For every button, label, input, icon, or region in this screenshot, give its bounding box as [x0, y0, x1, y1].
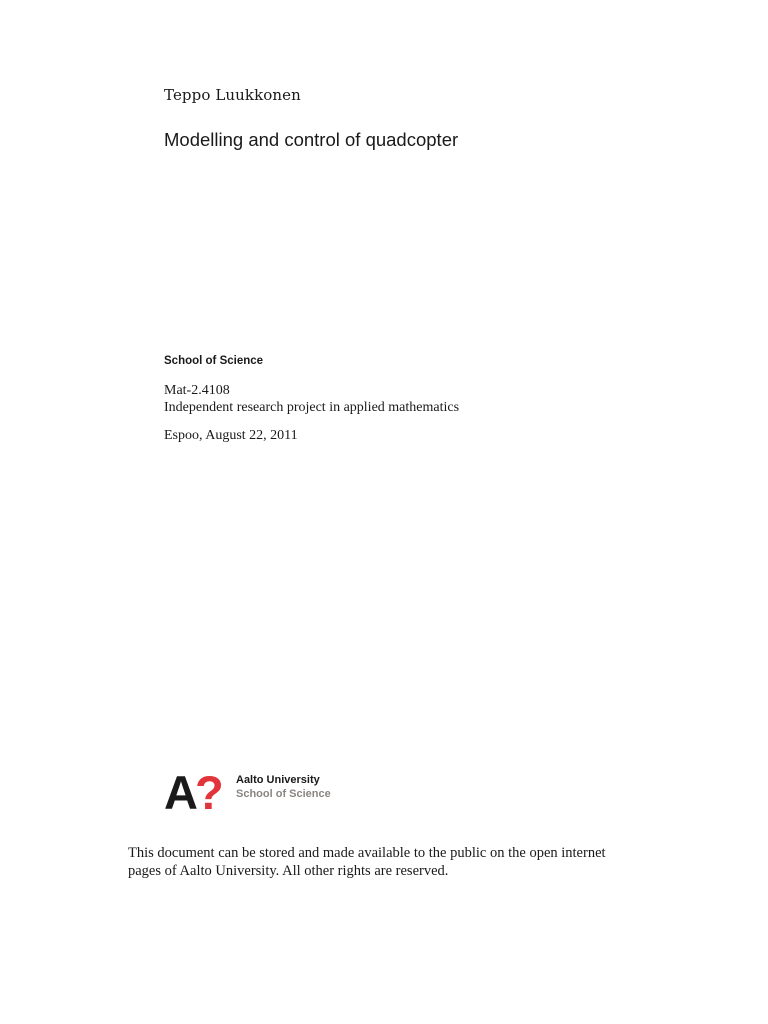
author-name: Teppo Luukkonen [164, 86, 301, 104]
aalto-logo-mark [164, 766, 221, 819]
course-code: Mat-2.4108 [164, 383, 230, 398]
aalto-logo [164, 766, 364, 819]
school-name: School of Science [164, 355, 264, 367]
logo-mark-symbol: ? [194, 766, 221, 819]
rights-notice [128, 845, 688, 880]
rights-notice-line-1: This document can be stored and made available to the public on the open internet [128, 845, 606, 861]
logo-school: School of Science [236, 788, 331, 800]
logo-university: Aalto University [236, 774, 320, 786]
document-title: Modelling and control of quadcopter [164, 129, 459, 150]
place-date: Espoo, August 22, 2011 [164, 428, 298, 443]
logo-mark-letter: A [164, 766, 195, 819]
aalto-logo-text [236, 773, 331, 801]
course-name: Independent research project in applied mathematics [164, 400, 460, 415]
rights-notice-line-2: pages of Aalto University. All other rights are reserved. [128, 862, 449, 879]
